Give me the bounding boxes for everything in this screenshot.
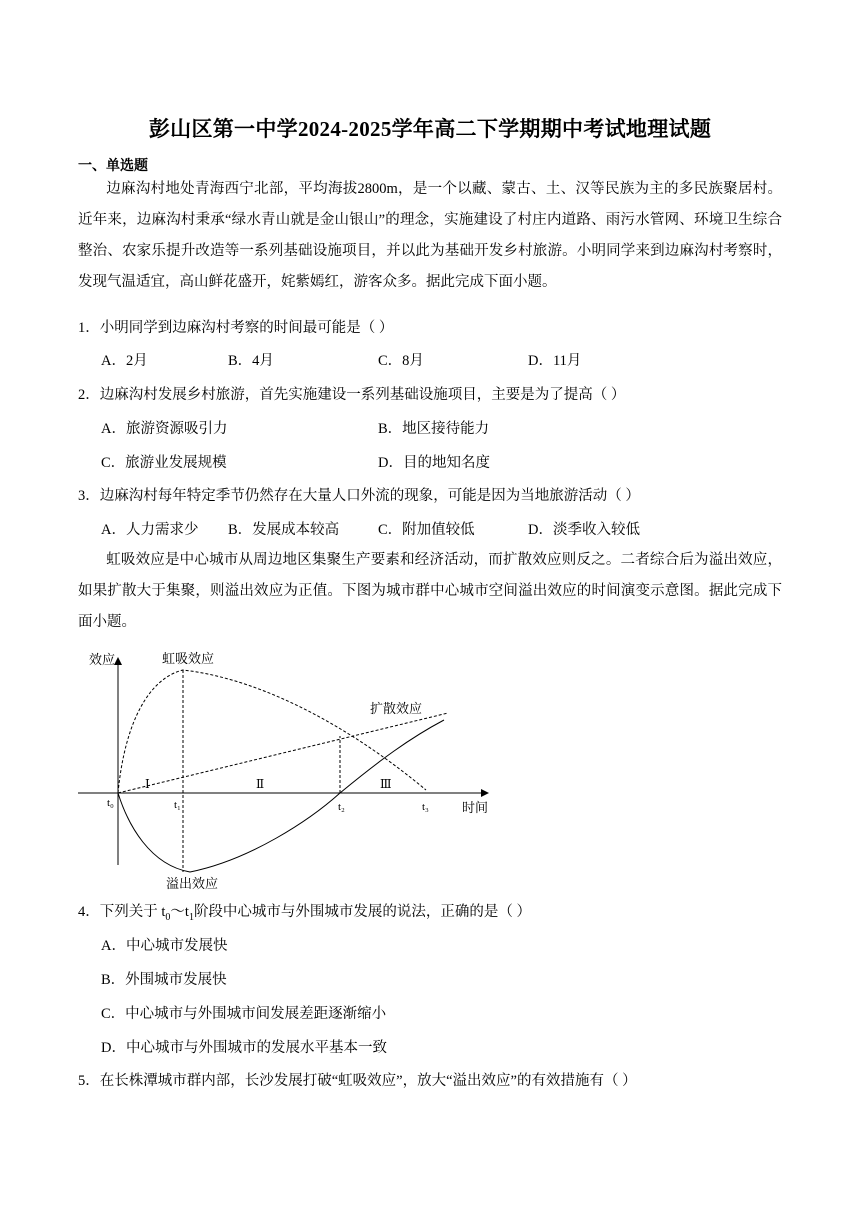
q4-option-c[interactable]: C．中心城市与外围城市间发展差距逐渐缩小 [101, 1006, 387, 1022]
q4-option-b[interactable]: B．外围城市发展快 [101, 972, 227, 988]
stage-2-label: Ⅱ [256, 777, 265, 791]
stage-3-label: Ⅲ [380, 777, 392, 791]
q3-option-d[interactable]: D．淡季收入较低 [528, 522, 640, 538]
q4-option-d[interactable]: D．中心城市与外围城市的发展水平基本一致 [101, 1040, 387, 1056]
q2-option-d[interactable]: D．目的地知名度 [378, 455, 490, 471]
reading-passage-2 [78, 545, 782, 638]
q2-option-a[interactable]: A．旅游资源吸引力 [101, 421, 228, 437]
tick-t1: t₁ [174, 799, 181, 811]
question-3-stem: 3．边麻沟村每年特定季节仍然存在大量人口外流的现象，可能是因为当地旅游活动（ ） [78, 488, 640, 504]
tick-t2: t₂ [338, 801, 345, 813]
question-1-stem: 1．小明同学到边麻沟村考察的时间最可能是（ ） [78, 320, 394, 336]
q1-option-a[interactable]: A．2月 [101, 353, 148, 369]
siphon-effect-label: 虹吸效应 [162, 651, 215, 666]
section-heading: 一、单选题 [78, 159, 148, 174]
question-2-stem: 2．边麻沟村发展乡村旅游，首先实施建设一系列基础设施项目，主要是为了提高（ ） [78, 387, 626, 403]
q1-option-d[interactable]: D．11月 [528, 353, 582, 369]
spillover-effect-curve [118, 720, 444, 872]
tick-t0: t₀ [107, 797, 114, 809]
x-axis-label: 时间 [462, 800, 489, 815]
q2-option-c[interactable]: C．旅游业发展规模 [101, 455, 227, 471]
question-5-stem: 5．在长株潭城市群内部，长沙发展打破“虹吸效应”，放大“溢出效应”的有效措施有（ ） [78, 1073, 637, 1089]
q3-option-b[interactable]: B．发展成本较高 [228, 522, 340, 538]
spillover-effect-label: 溢出效应 [166, 876, 219, 891]
spillover-effect-diagram [70, 640, 500, 892]
q1-option-c[interactable]: C．8月 [378, 353, 424, 369]
diffusion-effect-line [118, 713, 448, 793]
q3-option-a[interactable]: A．人力需求少 [101, 522, 199, 538]
q3-option-c[interactable]: C．附加值较低 [378, 522, 475, 538]
q2-option-b[interactable]: B．地区接待能力 [378, 421, 490, 437]
question-4-stem: 4．下列关于 $t_0\sim t_1$阶段中心城市与外围城市发展的说法，正确的是（ ） [78, 904, 532, 923]
stage-1-label: Ⅰ [145, 777, 150, 791]
page-title: 彭山区第一中学2024-2025学年高二下学期期中考试地理试题 [148, 117, 712, 141]
passage-2-text: 虹吸效应是中心城市从周边地区集聚生产要素和经济活动，而扩散效应则反之。二者综合后为溢出效应，如果扩散大于集聚，则溢出效应为正值。下图为城市群中心城市空间溢出效应的时间演变示意图。据此完成下面小题。 [78, 552, 782, 630]
reading-passage-1 [78, 174, 782, 298]
passage-1-text: 边麻沟村地处青海西宁北部，平均海拔2800m，是一个以藏、蒙古、土、汉等民族为主的多民族聚居村。近年来，边麻沟村秉承“绿水青山就是金山银山”的理念，实施建设了村庄内道路、雨污水管网、环境卫生综合整治、农家乐提升改造等一系列基础设施项目，并以此为基础开发乡村旅游。小明同学来到边麻沟村考察时，发现气温适宜，高山鲜花盛开，姹紫嫣红，游客众多。据此完成下面小题。 [78, 181, 782, 290]
diffusion-effect-label: 扩散效应 [370, 701, 423, 716]
q1-option-b[interactable]: B．4月 [228, 353, 274, 369]
tick-t3: t₃ [422, 801, 429, 813]
siphon-effect-curve [118, 670, 426, 793]
y-axis-label: 效应 [89, 652, 116, 667]
q4-option-a[interactable]: A．中心城市发展快 [101, 938, 228, 954]
